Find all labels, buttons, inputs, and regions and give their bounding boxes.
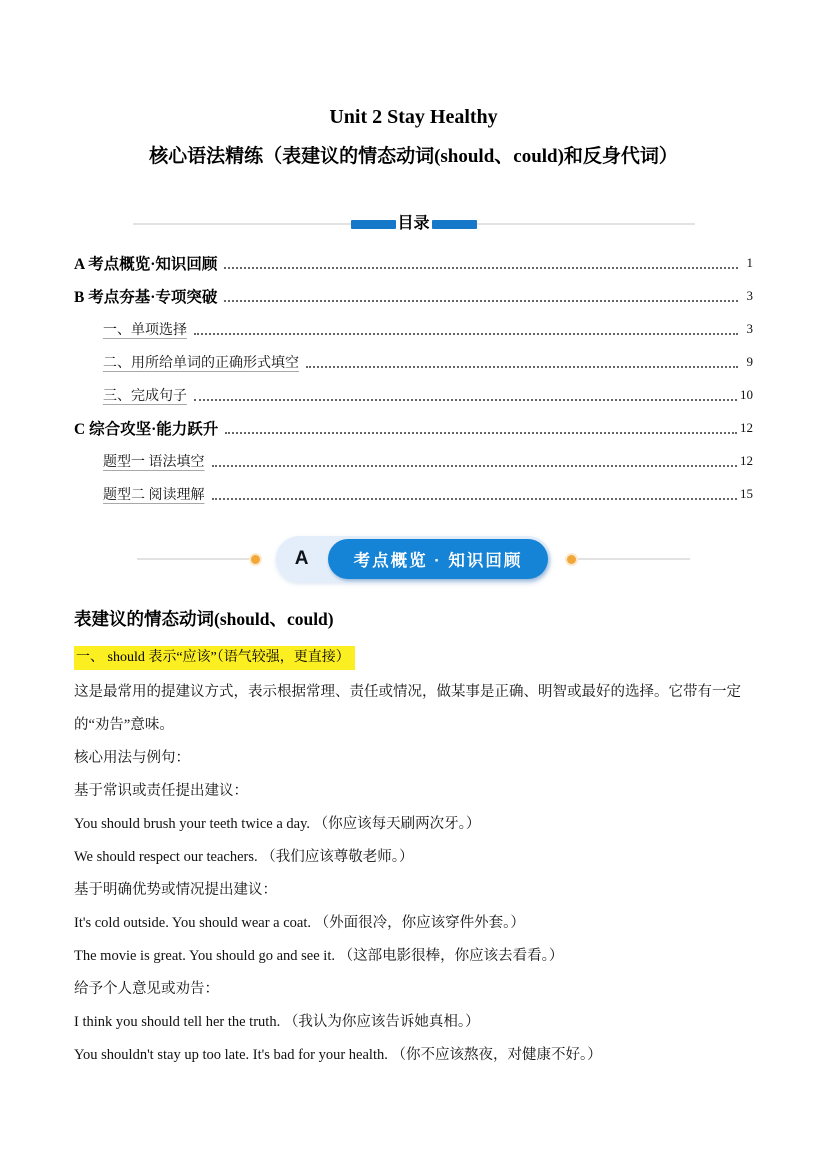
toc-page-number: 3 [746, 320, 753, 336]
paragraph-core-usage: 核心用法与例句： [74, 750, 190, 766]
toc-leader-dots [224, 267, 738, 269]
toc-entry-label: 一、单项选择 [103, 322, 187, 338]
badge-line-left [137, 558, 249, 560]
example-sentence: We should respect our teachers. （我们应该尊敬老师。） [74, 849, 414, 865]
example-sentence: You shouldn't stay up too late. It's bad for your health. （你不应该熬夜，对健康不好。） [74, 1047, 602, 1063]
toc-entry-complete-sentences[interactable] [74, 378, 753, 411]
paragraph-subhead-situation: 基于明确优势或情况提出建议： [74, 882, 277, 898]
badge-letter: A [294, 548, 309, 569]
toc-entry-label: C 综合攻坚·能力跃升 [74, 420, 219, 438]
section-heading: 表建议的情态动词(should、could) [74, 609, 334, 629]
toc-entry-c-advanced[interactable] [74, 411, 753, 444]
toc-page-number: 1 [746, 254, 753, 270]
paragraph-subhead-personal-advice: 给予个人意见或劝告： [74, 981, 219, 997]
toc-entry-label: 三、完成句子 [103, 388, 187, 404]
toc-entry-a-overview[interactable] [74, 246, 753, 279]
badge-label: 考点概览 · 知识回顾 [328, 539, 549, 579]
toc-entry-b-foundation[interactable] [74, 279, 753, 312]
section-a-badge [74, 537, 753, 581]
toc-entry-grammar-fill[interactable] [74, 444, 753, 477]
toc-entry-label: 题型二 阅读理解 [103, 487, 205, 503]
toc-leader-dots [194, 399, 737, 401]
toc-header-line-right [477, 223, 695, 225]
paragraph-subhead-common-sense: 基于常识或责任提出建议： [74, 783, 248, 799]
highlighted-rule [74, 646, 753, 670]
paragraph-intro: 这是最常用的提建议方式，表示根据常理、责任或情况，做某事是正确、明智或最好的选择。它带有一定的“劝告”意味。 [74, 684, 741, 733]
toc-page-number: 12 [740, 419, 753, 435]
toc-entry-label: A 考点概览·知识回顾 [74, 255, 218, 273]
toc-entry-label: B 考点夯基·专项突破 [74, 288, 218, 306]
badge-dot-right [567, 555, 576, 564]
example-sentence: It's cold outside. You should wear a coat. （外面很冷，你应该穿件外套。） [74, 915, 525, 931]
example-sentence: You should brush your teeth twice a day. （你应该每天刷两次牙。） [74, 816, 481, 832]
toc-leader-dots [212, 465, 738, 467]
toc-entry-fill-blanks[interactable] [74, 345, 753, 378]
toc-header-bar-left [351, 220, 396, 229]
highlighted-rule-text: 一、 should 表示“应该”（语气较强，更直接） [74, 646, 355, 670]
toc-page-number: 9 [746, 353, 753, 369]
example-sentence: I think you should tell her the truth. （我认为你应该告诉她真相。） [74, 1014, 480, 1030]
toc-entry-multiple-choice[interactable] [74, 312, 753, 345]
toc-leader-dots [194, 333, 738, 335]
toc-entry-label: 题型一 语法填空 [103, 454, 205, 470]
toc-leader-dots [212, 498, 738, 500]
toc-header-line-left [133, 223, 351, 225]
toc-entry-label: 二、用所给单词的正确形式填空 [103, 355, 299, 371]
toc-header [133, 216, 695, 232]
example-sentence: The movie is great. You should go and see it. （这部电影很棒，你应该去看看。） [74, 948, 564, 964]
page-title: Unit 2 Stay Healthy [329, 106, 498, 128]
toc-header-bar-right [432, 220, 477, 229]
toc-leader-dots [306, 366, 738, 368]
toc-page-number: 3 [746, 287, 753, 303]
page-subtitle: 核心语法精练（表建议的情态动词(should、could)和反身代词） [149, 146, 678, 167]
toc-leader-dots [224, 300, 738, 302]
toc-header-title: 目录 [397, 215, 430, 232]
toc-page-number: 12 [740, 452, 753, 468]
toc-page-number: 10 [740, 386, 753, 402]
badge-line-right [578, 558, 690, 560]
table-of-contents [74, 246, 753, 510]
body-text [74, 676, 753, 1072]
badge-capsule [276, 536, 552, 582]
toc-entry-reading-comprehension[interactable] [74, 477, 753, 510]
badge-dot-left [251, 555, 260, 564]
toc-leader-dots [225, 432, 737, 434]
toc-page-number: 15 [740, 485, 753, 501]
